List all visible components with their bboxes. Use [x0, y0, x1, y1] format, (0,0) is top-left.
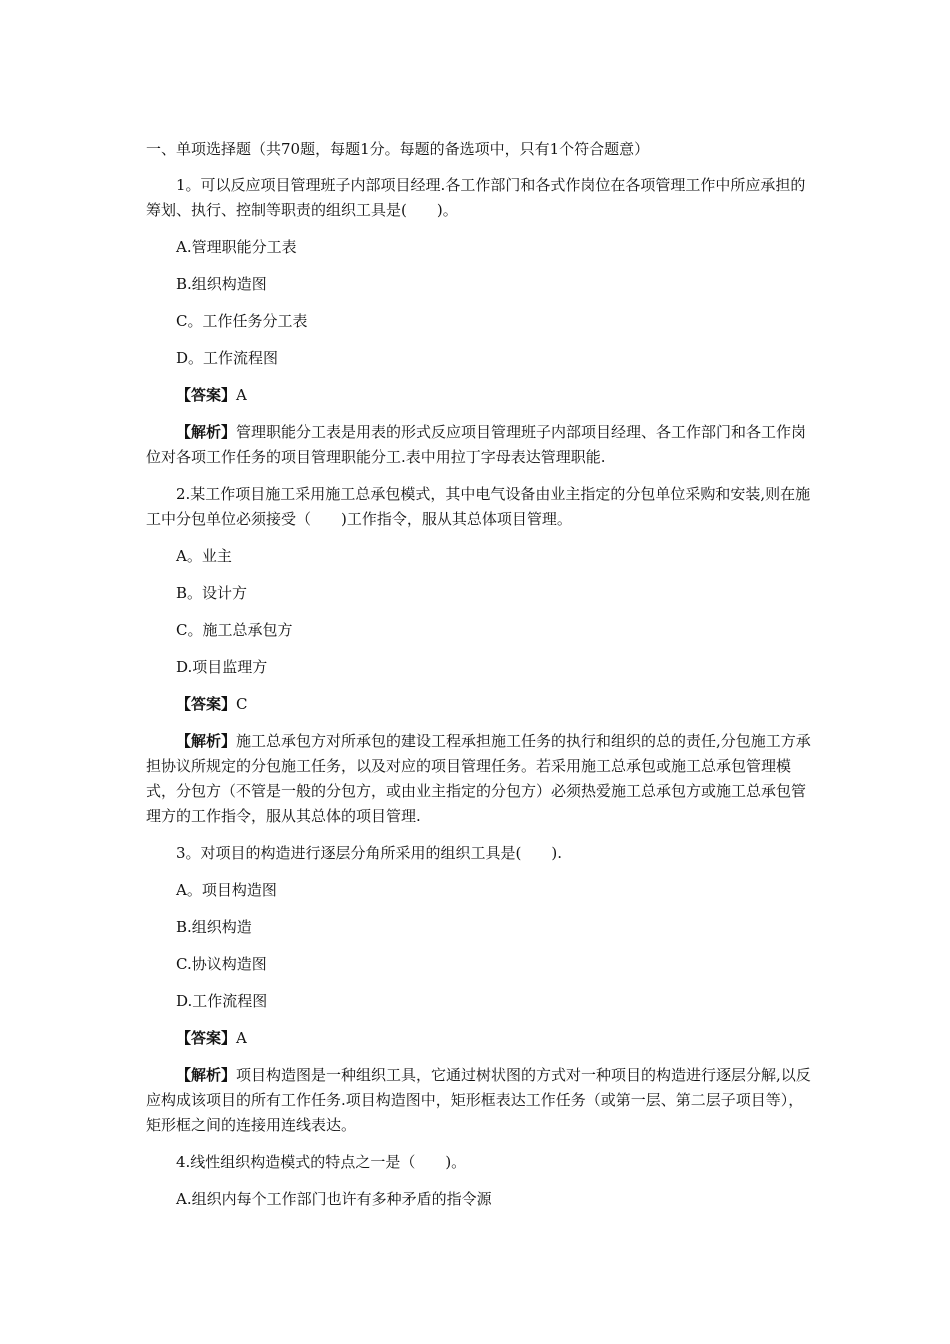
answer-value: A — [236, 386, 247, 404]
option-d: D.项目监理方 — [176, 658, 268, 676]
analysis-label: 【解析】 — [176, 732, 237, 750]
option-b: B.组织构造图 — [176, 275, 267, 293]
option-a: A.组织内每个工作部门也许有多种矛盾的指令源 — [176, 1190, 492, 1208]
analysis-line — [146, 729, 816, 829]
section-title: 一、单项选择题（共70题，每题1分。每题的备选项中，只有1个符合题意） — [146, 140, 650, 158]
answer-line — [146, 692, 816, 717]
question-stem: 1。可以反应项目管理班子内部项目经理.各工作部门和各式作岗位在各项管理工作中所应承担的筹划、执行、控制等职责的组织工具是( )。 — [146, 176, 806, 219]
question-stem: 2.某工作项目施工采用施工总承包模式，其中电气设备由业主指定的分包单位采购和安装,则在施工中分包单位必须接受（ )工作指令，服从其总体项目管理。 — [146, 485, 811, 528]
option-d: D。工作流程图 — [176, 349, 279, 367]
option-a: A。项目构造图 — [176, 881, 277, 899]
option-b: B.组织构造 — [176, 918, 252, 936]
question-3 — [146, 841, 816, 1138]
question-stem: 4.线性组织构造模式的特点之一是（ )。 — [176, 1153, 467, 1171]
answer-line — [146, 1026, 816, 1051]
answer-line — [146, 383, 816, 408]
option-a: A.管理职能分工表 — [176, 238, 297, 256]
option-a: A。业主 — [176, 547, 232, 565]
option-c: C。工作任务分工表 — [176, 312, 308, 330]
question-4 — [146, 1150, 816, 1212]
answer-value: A — [236, 1029, 247, 1047]
analysis-text: 管理职能分工表是用表的形式反应项目管理班子内部项目经理、各工作部门和各工作岗位对各项工作任务的项目管理职能分工.表中用拉丁字母表达管理职能. — [146, 423, 807, 466]
answer-label: 【答案】 — [176, 695, 237, 713]
analysis-line — [146, 1063, 816, 1138]
answer-value: C — [236, 695, 248, 713]
analysis-text: 施工总承包方对所承包的建设工程承担施工任务的执行和组织的总的责任,分包施工方承担协议所规定的分包施工任务，以及对应的项目管理任务。若采用施工总承包或施工总承包管理模式，分包方（不管是一般的分包方，或由业主指定的分包方）必须热爱施工总承包方或施工总承包管理方的工作指令，服从其总体的项目管理. — [146, 732, 811, 825]
analysis-label: 【解析】 — [176, 423, 237, 441]
document-body — [146, 137, 816, 1224]
analysis-text: 项目构造图是一种组织工具，它通过树状图的方式对一种项目的构造进行逐层分解,以反应构成该项目的所有工作任务.项目构造图中，矩形框表达工作任务（或第一层、第二层子项目等），矩形框之间的连接用连线表达。 — [146, 1066, 811, 1134]
answer-label: 【答案】 — [176, 386, 237, 404]
question-stem: 3。对项目的构造进行逐层分角所采用的组织工具是( ). — [176, 844, 563, 862]
analysis-label: 【解析】 — [176, 1066, 237, 1084]
option-d: D.工作流程图 — [176, 992, 268, 1010]
answer-label: 【答案】 — [176, 1029, 237, 1047]
option-c: C。施工总承包方 — [176, 621, 293, 639]
analysis-line — [146, 420, 816, 470]
option-c: C.协议构造图 — [176, 955, 267, 973]
option-b: B。设计方 — [176, 584, 248, 602]
question-2 — [146, 482, 816, 829]
question-1 — [146, 173, 816, 470]
